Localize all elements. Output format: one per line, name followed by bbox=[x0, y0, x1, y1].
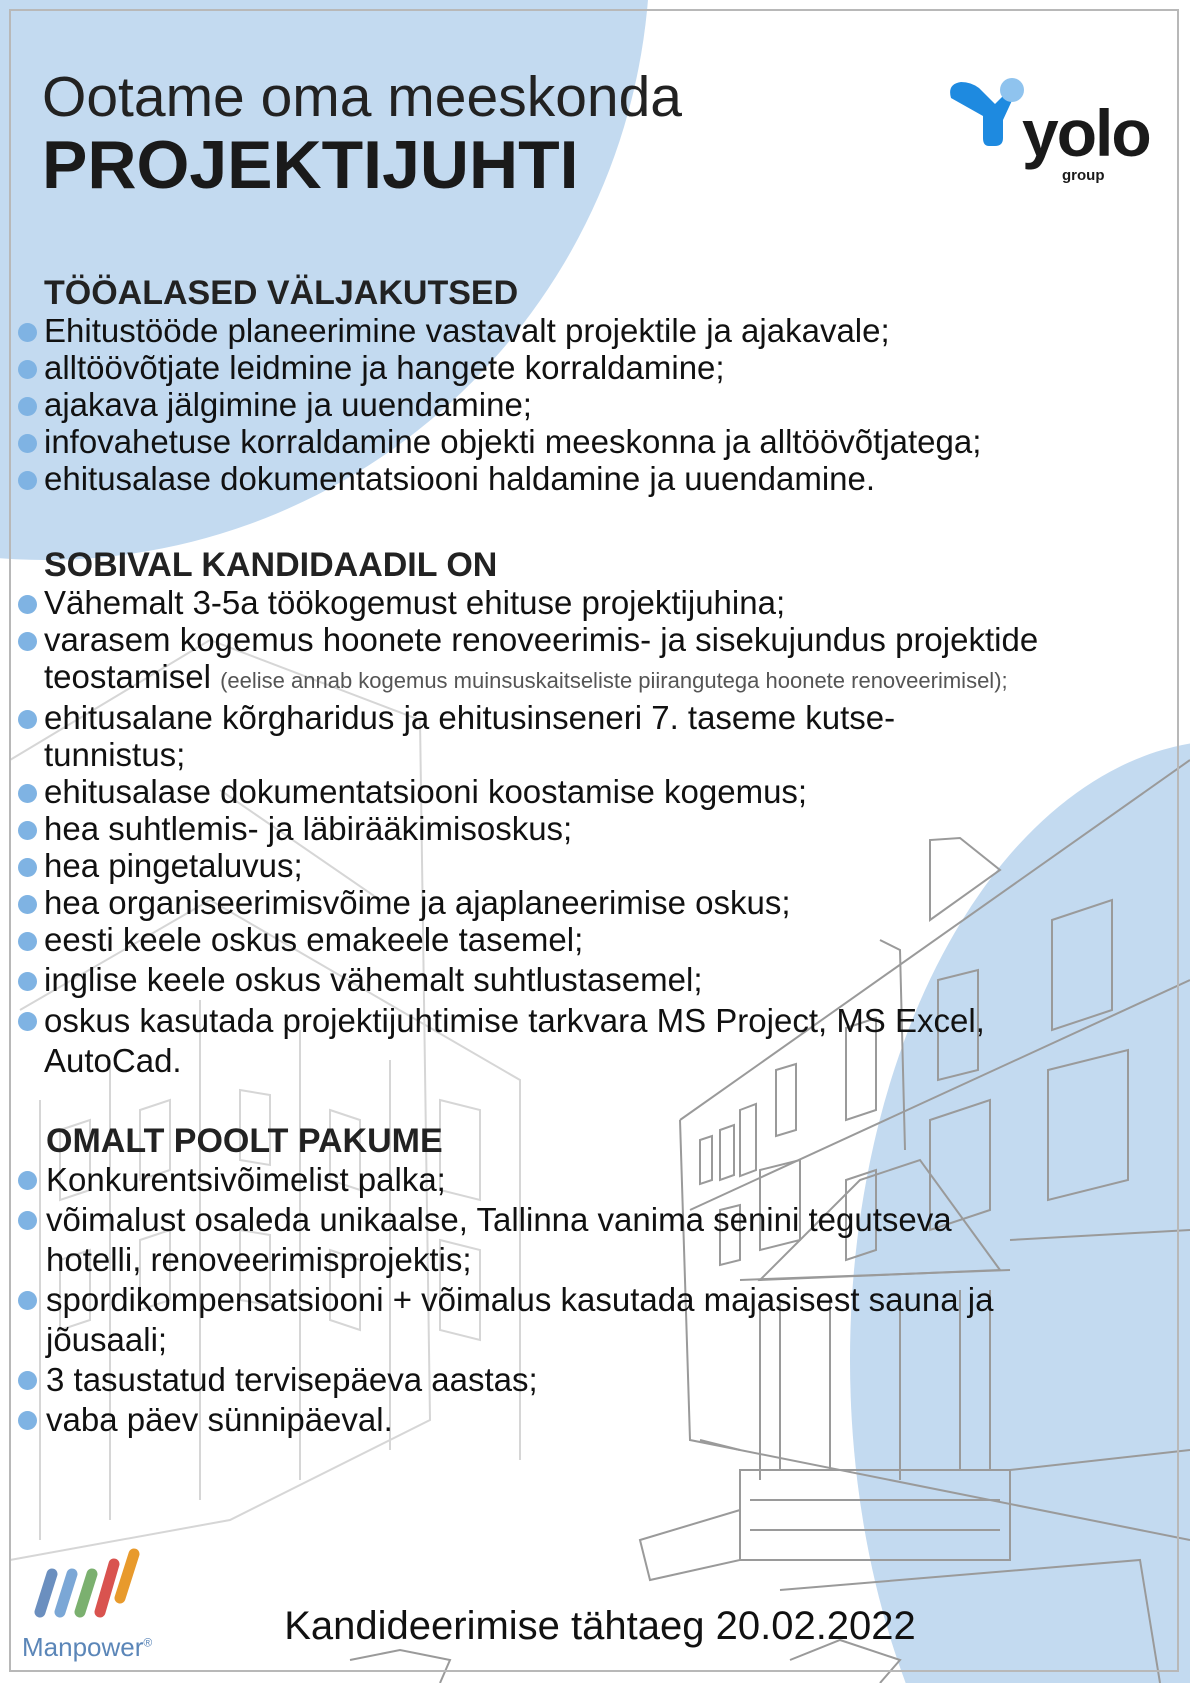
list-item: Konkurentsivõimelist palka; bbox=[0, 1160, 1180, 1200]
bullet-icon bbox=[18, 932, 37, 951]
bullet-icon bbox=[18, 821, 37, 840]
bullet-icon bbox=[18, 895, 37, 914]
bullet-icon bbox=[18, 434, 37, 453]
bullet-icon bbox=[18, 397, 37, 416]
bullet-icon bbox=[18, 1411, 37, 1430]
section-challenges bbox=[0, 274, 1180, 497]
list-item: eesti keele oskus emakeele tasemel; bbox=[0, 921, 1180, 958]
list-item: ajakava jälgimine ja uuendamine; bbox=[0, 386, 1180, 423]
section-title: OMALT POOLT PAKUME bbox=[46, 1122, 443, 1160]
bullet-icon bbox=[18, 1171, 37, 1190]
bullet-icon bbox=[18, 471, 37, 490]
list-item: ehitusalane kõrgharidus ja ehitusinseneri 7. taseme kutse-tunnistus; bbox=[0, 699, 1180, 773]
bullet-icon bbox=[18, 710, 37, 729]
list-item: võimalust osaleda unikaalse, Tallinna vanima senini tegutseva hotelli, renoveerimisprojektis; bbox=[0, 1200, 1180, 1280]
list-item: 3 tasustatud tervisepäeva aastas; bbox=[0, 1360, 1180, 1400]
list-item: vaba päev sünnipäeval. bbox=[0, 1400, 1180, 1440]
bullet-icon bbox=[18, 595, 37, 614]
bullet-icon bbox=[18, 972, 37, 991]
list-item: hea organiseerimisvõime ja ajaplaneerimise oskus; bbox=[0, 884, 1180, 921]
manpower-logo-text: Manpower® bbox=[22, 1632, 153, 1662]
list-item: alltöövõtjate leidmine ja hangete korraldamine; bbox=[0, 349, 1180, 386]
application-deadline: Kandideerimise tähtaeg 20.02.2022 bbox=[284, 1604, 916, 1648]
challenges-list bbox=[0, 312, 1180, 497]
list-item: oskus kasutada projektijuhtimise tarkvara MS Project, MS Excel, AutoCad. bbox=[0, 1001, 1180, 1081]
list-item: hea suhtlemis- ja läbirääkimisoskus; bbox=[0, 810, 1180, 847]
bullet-icon bbox=[18, 632, 37, 651]
list-item: ehitusalase dokumentatsiooni haldamine ja uuendamine. bbox=[0, 460, 1180, 497]
section-title: TÖÖALASED VÄLJAKUTSED bbox=[44, 274, 519, 312]
list-item: inglise keele oskus vähemalt suhtlustasemel; bbox=[0, 961, 1180, 998]
bullet-icon bbox=[18, 1291, 37, 1310]
item-note: (eelise annab kogemus muinsuskaitseliste piirangutega hoonete renoveerimisel); bbox=[220, 668, 1008, 693]
bullet-icon bbox=[18, 1371, 37, 1390]
list-item: infovahetuse korraldamine objekti meeskonna ja alltöövõtjatega; bbox=[0, 423, 1180, 460]
list-item: varasem kogemus hoonete renoveerimis- ja sisekujundus projektide teostamisel (eelise annab kogemus muinsuskaitseliste piirangutega hoonete renoveerimisel); bbox=[0, 621, 1180, 699]
list-item: ehitusalase dokumentatsiooni koostamise kogemus; bbox=[0, 773, 1180, 810]
section-requirements bbox=[0, 546, 1180, 1081]
headline-intro: Ootame oma meeskonda bbox=[42, 65, 682, 129]
section-title: SOBIVAL KANDIDAADIL ON bbox=[44, 546, 498, 584]
list-item: Vähemalt 3-5a töökogemust ehituse projektijuhina; bbox=[0, 584, 1180, 621]
bullet-icon bbox=[18, 360, 37, 379]
bullet-icon bbox=[18, 1012, 37, 1031]
bullet-icon bbox=[18, 784, 37, 803]
bullet-icon bbox=[18, 1211, 37, 1230]
yolo-logo-text: yolo bbox=[1022, 96, 1150, 170]
list-item: hea pingetaluvus; bbox=[0, 847, 1180, 884]
section-offer bbox=[0, 1122, 1180, 1440]
bullet-icon bbox=[18, 858, 37, 877]
list-item: spordikompensatsiooni + võimalus kasutada majasisest sauna ja jõusaali; bbox=[0, 1280, 1180, 1360]
yolo-logo-subtext: group bbox=[1062, 167, 1105, 184]
bullet-icon bbox=[18, 323, 37, 342]
list-item: Ehitustööde planeerimine vastavalt projektile ja ajakavale; bbox=[0, 312, 1180, 349]
headline-position: PROJEKTIJUHTI bbox=[42, 127, 579, 203]
requirements-list bbox=[0, 584, 1180, 1081]
offer-list bbox=[0, 1160, 1180, 1440]
